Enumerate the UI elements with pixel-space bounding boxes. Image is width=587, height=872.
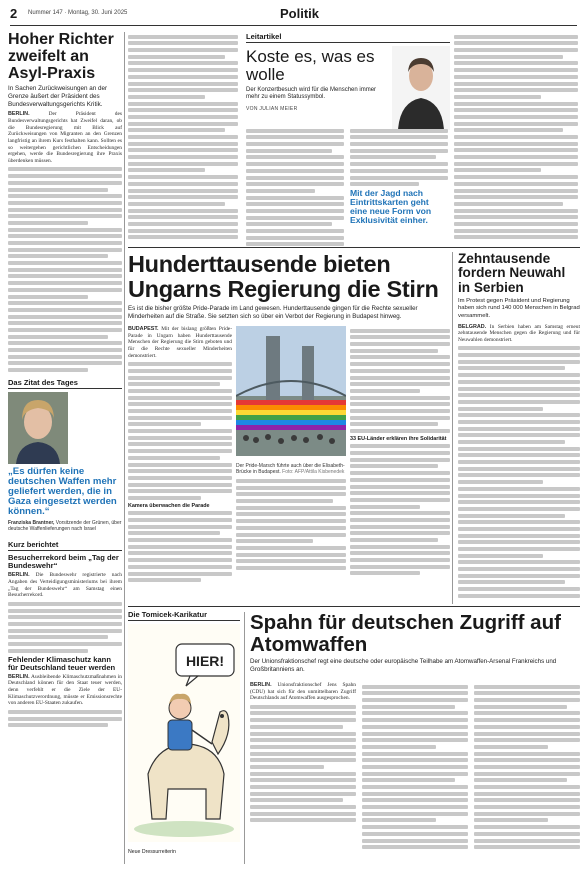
kurz-item2-body bbox=[8, 674, 122, 708]
leitartikel-body-col1 bbox=[246, 126, 344, 246]
zitat-attribution bbox=[8, 520, 122, 532]
speech-bubble-text: HIER! bbox=[185, 653, 225, 669]
karikatur-caption: Neue Dressurreiterin bbox=[128, 849, 176, 855]
karikatur-box bbox=[128, 610, 240, 855]
serbien-headline: Zehntausende fordern Neuwahl in Serbien bbox=[458, 251, 566, 295]
spahn-body-col2 bbox=[362, 682, 468, 864]
ungarn-subhead2: 33 EU-Länder erklären ihre Solidarität bbox=[350, 435, 447, 442]
leitartikel-pullquote: Mit der Jagd nach Eintrittskarten geht eine neue Form von Exklusivität einher. bbox=[350, 188, 432, 226]
leitartikel-body-col3 bbox=[454, 32, 578, 244]
zitat-author: Franziska Brantner, bbox=[8, 520, 55, 527]
kurz-item1-text: Die Bundeswehr registrierte nach Angaben des Verteidigungsministeriums bei ihrem „Tag der Bundeswehr“ am Samstag einen Besucherrekord. bbox=[8, 572, 122, 599]
ungarn-photo-block bbox=[236, 326, 346, 573]
serbien-article bbox=[458, 252, 580, 601]
richter-article bbox=[8, 32, 122, 372]
leitartikel-headline: Koste es, was es wolle bbox=[246, 47, 375, 84]
richter-continuation bbox=[8, 167, 122, 372]
photo-credit: Foto: AFP/Attila Kisbenedek bbox=[282, 469, 345, 475]
richter-body bbox=[8, 111, 122, 165]
ungarn-subhead1: Kamera überwachen die Parade bbox=[128, 502, 210, 509]
page-number: 2 bbox=[10, 6, 18, 21]
serbien-dateline: BELGRAD. bbox=[458, 323, 487, 330]
ungarn-dateline: BUDAPEST. bbox=[128, 326, 159, 332]
section-title: Politik bbox=[280, 6, 320, 21]
ungarn-body-col1 bbox=[128, 326, 232, 585]
ungarn-text: Mit der bislang größten Pride-Parade in Ungarn haben Hunderttausende Menschen der Regierung die Stirn geboten und für die Rechte sexueller Minderheiten demonstriert. bbox=[128, 326, 232, 359]
ungarn-headline: Hunderttausende bieten Ungarns Regierung die Stirn bbox=[128, 251, 439, 302]
richter-text: Der Präsident des Bundesverwaltungsgerichts hat Zweifel daran, ob die Bundesregierung mit Blick auf Zurückweisungen von Migranten an den Grenzen langfristig an ihrem Kurs festhalten kann. Sollten es so weitergehen gerichtlichen Entscheidungen ergehen, werde die Bundesregierung ihre Praxis überdenken müssen. bbox=[8, 111, 122, 165]
kurz-item2-headline: Fehlender Klimaschutz kann für Deutschland teuer werden bbox=[8, 654, 116, 672]
zitat-quote: „Es dürfen keine deutschen Waffen mehr geliefert werden, die in Gaza eingesetzt werden können.“ bbox=[8, 466, 117, 518]
page-header bbox=[10, 6, 577, 26]
spahn-text: Unionsfraktionschef Jens Spahn (CDU) hat sich für den unmittelbaren Zugriff Deutschlands auf Atomwaffen ausgesprochen. bbox=[250, 682, 356, 702]
kurz-berichtet bbox=[8, 540, 122, 727]
karikatur-tag: Die Tomicek-Karikatur bbox=[128, 610, 240, 621]
serbien-text: In Serbien haben am Samstag erneut zehntausende Menschen gegen die Regierung und für Neuwahlen demonstriert. bbox=[458, 323, 580, 343]
kurz-item2-dateline: BERLIN. bbox=[8, 673, 30, 680]
photo-caption bbox=[236, 463, 346, 475]
kurz-tag: Kurz berichtet bbox=[8, 540, 122, 551]
kurz-item2-text: Ausbleibende Klimaschutzmaßnahmen in Deutschland können für den Staat teuer werden, denn verfehlt er die Ziele der EU-Klimaschutzverordnung, müsste er Emissionsrechte von anderen EU-Staaten zukaufen. bbox=[8, 673, 122, 707]
issue-info: Nummer 147 · Montag, 30. Juni 2025 bbox=[28, 10, 128, 16]
spahn-body-col3 bbox=[474, 682, 580, 864]
leitartikel-lead: Der Konzertbesuch wird für die Menschen immer mehr zu einem Statussymbol. bbox=[246, 86, 377, 101]
caption-text: Der Pride-Marsch führte auch über die Elisabeth-Brücke in Budapest. bbox=[236, 463, 345, 475]
kurz-item1-dateline: BERLIN. bbox=[8, 572, 30, 579]
richter-lead: In Sachen Zurückweisungen an der Grenze äußert der Präsident des Bundesverwaltungsgerichts Kritik. bbox=[8, 85, 108, 108]
zitat-box bbox=[8, 378, 122, 532]
left-column bbox=[8, 32, 122, 730]
leitartikel-body-col2 bbox=[350, 126, 448, 246]
portrait-photo bbox=[8, 392, 68, 464]
ungarn-lead: Es ist die bisher größte Pride-Parade im Land gewesen. Hunderttausende gingen für die Rechte sexueller Minderheiten auf die Straße. Sie setzten sich so über ein Verbot der Regierung in Budapest hinweg. bbox=[128, 305, 418, 320]
spahn-dateline: BERLIN. bbox=[250, 682, 272, 688]
kurz-item1-body bbox=[8, 572, 122, 599]
spahn-headline: Spahn für deutschen Zugriff auf Atomwaffen bbox=[250, 611, 561, 656]
zitat-context: Vorsitzende der Grünen, über deutsche Waffenlieferungen nach Israel bbox=[8, 520, 122, 533]
author-photo bbox=[392, 46, 450, 130]
leitartikel bbox=[246, 32, 450, 130]
richter-dateline: BERLIN. bbox=[8, 111, 30, 118]
kurz-item1-headline: Besucherrekord beim „Tag der Bundeswehr“ bbox=[8, 553, 119, 571]
zitat-tag: Das Zitat des Tages bbox=[8, 378, 122, 389]
leitartikel-tag: Leitartikel bbox=[246, 32, 450, 43]
spahn-body-col1 bbox=[250, 682, 356, 825]
ungarn-article bbox=[128, 252, 453, 324]
serbien-lead: Im Protest gegen Präsident und Regierung haben sich rund 140 000 Menschen in Belgrad versammelt. bbox=[458, 297, 580, 319]
leitartikel-byline: VON JULIAN MEIER bbox=[246, 105, 298, 112]
spahn-article bbox=[250, 612, 580, 676]
ungarn-body-col3 bbox=[350, 326, 450, 578]
spahn-lead: Der Unionsfraktionschef regt eine deutsche oder europäische Teilhabe am Atomwaffen-Arsenal Frankreichs und Großbritanniens an. bbox=[250, 658, 557, 673]
richter-column2 bbox=[128, 32, 238, 244]
cartoon-illustration bbox=[128, 624, 240, 842]
pride-photo bbox=[236, 326, 346, 456]
richter-headline: Hoher Richter zweifelt an Asyl-Praxis bbox=[8, 31, 114, 82]
